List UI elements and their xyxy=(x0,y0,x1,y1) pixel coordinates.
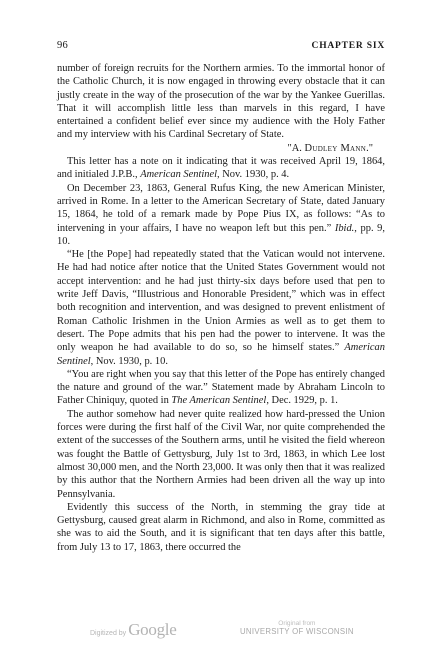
institution-name: UNIVERSITY OF WISCONSIN xyxy=(240,627,354,636)
original-from-label: Original from xyxy=(278,620,316,627)
digitized-by-google xyxy=(90,620,176,640)
citation-title: The American Sentinel xyxy=(171,395,267,407)
scan-watermark-footer xyxy=(0,616,432,646)
paragraph-text: , Nov. 1930, p. 10. xyxy=(90,355,168,367)
signature-name: Dudley Mann xyxy=(304,142,367,154)
paragraph-alarm-in-richmond: Evidently this success of the North, in stemming the gray tide at Gettysburg, caused great alarm in Richmond, and also in Rome, committed as she was to aid the South, and it is significant that ten days after this battle, from July 13 to 17, 1863, there occurred the xyxy=(57,501,385,553)
paragraph-text: On December 23, 1863, General Rufus King, the new American Minister, arrived in Rome. In a letter to the American Secretary of State, dated January 15, 1864, he told of a remark made by Pope Pius IX, as follows: “As to intervening in your affairs, I have no weapon left but this pen.” xyxy=(57,182,385,234)
original-from-credit xyxy=(240,620,354,636)
paragraph-text: “He [the Pope] had repeatedly stated that the Vatican would not intervene. He had had notice after notice that the United States Government would not accept intervention: and he had just thirty-six days before used that pen to write Jeff Davis, “Illustrious and Honorable President,” which was in effect both recognition and intervention, and was designed to prevent enlistment of Roman Catholic Irishmen in the Union Armies as well as to get them to desert. The Pope admits that his pen had the power to intervene. It was the only weapon he had available to do so, so he himself states.” xyxy=(57,249,385,354)
letter-signature xyxy=(57,142,385,155)
body-text xyxy=(57,62,385,554)
running-header xyxy=(57,40,385,51)
citation-title: Ibid. xyxy=(334,222,355,234)
paragraph-text: , Dec. 1929, p. 1. xyxy=(266,395,338,407)
paragraph-text: “You are right when you say that this letter of the Pope has entirely changed the nature and ground of the war.” Statement made by Abraham Lincoln to Father Chiniquy, quoted in xyxy=(57,368,385,407)
citation-title: American Sentinel xyxy=(57,342,385,367)
signature-open: "A. xyxy=(287,142,305,154)
paragraph-text: , Nov. 1930, p. 4. xyxy=(217,169,290,181)
paragraph-rufus-king xyxy=(57,182,385,248)
paragraph-gettysburg: The author somehow had never quite realized how hard-pressed the Union forces were during the first half of the Civil War, nor quite comprehended the extent of the successes of the Southern arms, until he visited the field whereon was fought the Battle of Gettysburg, July 1st to 3rd, 1863, in which Lee lost almost 30,000 men, and the North 23,000. It was only then that it was realized by this author that the Northern Armies had been driven all the way up into Pennsylvania. xyxy=(57,408,385,500)
chapter-title: CHAPTER SIX xyxy=(311,41,385,51)
paragraph-letter-note xyxy=(57,155,385,182)
paragraph-letter-continuation: number of foreign recruits for the Northern armies. To the immortal honor of the Catholic Church, it is now engaged in throwing every obstacle that it can justly create in the way of the prosecution of the war by the Yankee Guerillas. That it will accomplish little less than marvels in this regard, I have entertained a confident belief ever since my audience with the Holy Father and my interview with his Cardinal Secretary of State. xyxy=(57,63,385,141)
google-logo: Google xyxy=(128,620,177,639)
paragraph-pope-quote xyxy=(57,248,385,368)
paragraph-text: , pp. 9, 10. xyxy=(57,222,385,247)
paragraph-text: This letter has a note on it indicating that it was received April 19, 1864, and initialed J.P.B., xyxy=(57,156,385,181)
digitized-by-label: Digitized by xyxy=(90,630,127,637)
book-page xyxy=(57,40,385,554)
signature-close: ." xyxy=(366,142,373,154)
citation-title: American Sentinel xyxy=(140,169,218,181)
paragraph-lincoln-quote xyxy=(57,368,385,408)
page-number: 96 xyxy=(57,40,68,51)
